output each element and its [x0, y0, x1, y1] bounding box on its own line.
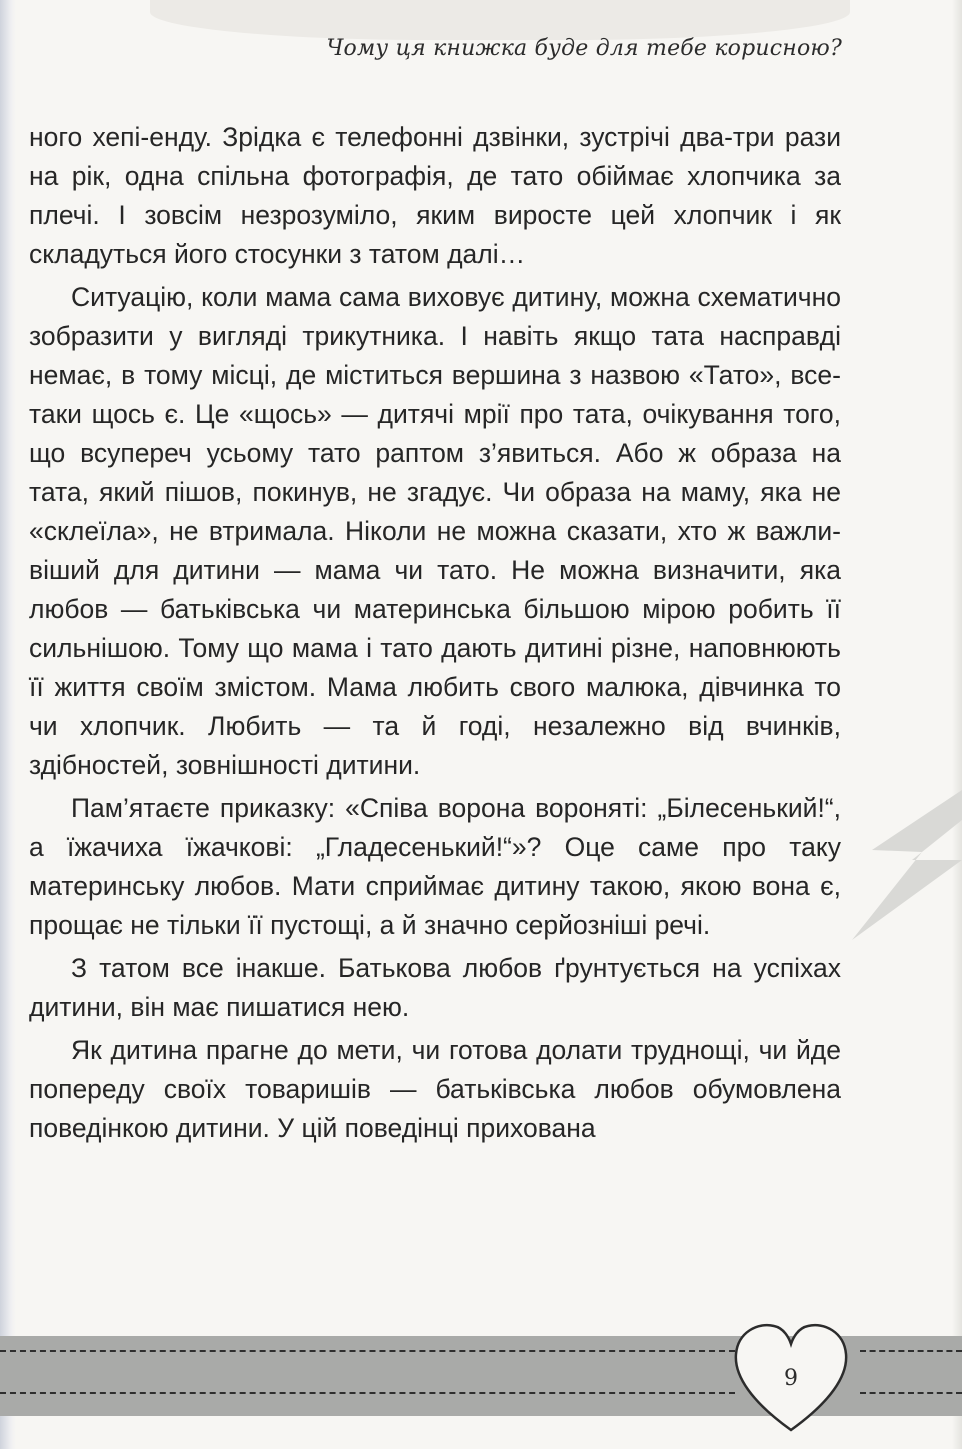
paragraph-1: ного хепі-енду. Зрідка є телефонні дзвінки, зустрічі два-три рази на рік, одна спільна фотографія, де тато обіймає хлопчика за плечі. І зовсім незрозуміло, яким виросте цей хлопчик і як складуться його стосунки з татом далі… — [29, 122, 841, 269]
page-gutter-shadow — [0, 0, 16, 1449]
body-text — [29, 118, 841, 1152]
footer-dashed-line-top — [0, 1350, 735, 1352]
footer-dashed-line-right-top — [860, 1350, 962, 1352]
paragraph-4: З татом все інакше. Батькова любов ґрунтується на успіхах дитини, він має пишатися нею. — [29, 953, 841, 1022]
lightning-decoration-icon — [852, 790, 962, 940]
paragraph-3: Пам’ятаєте приказку: «Співа ворона вороняті: „Білесенький!“, а їжачиха їжачкові: „Гладесенький!“»? Оце саме про таку материнську любов. Мати сприймає дитину такою, якою вона є, прощає не тільки її пустощі, а й значно серйозніші речі. — [29, 793, 841, 940]
decorative-top-shape — [150, 0, 850, 40]
paragraph-2: Ситуацію, коли мама сама виховує дитину, можна схематично зобразити у вигляді трикутника. І навіть якщо тата насправді немає, в тому місці, де міститься вершина з назвою «Тато», все-таки щось є. Це «щось» — дитячі мрії про тата, очікування того, що всупереч усьому тато раптом з’явиться. Або ж образа на тата, який пішов, покинув, не згадує. Чи образа на маму, яка не «склеїла», не втримала. Ніколи не можна сказати, хто ж важливіший для дитини — мама чи тато. Не можна визначити, яка любов — батьківська чи материнська більшою мірою робить її сильнішою. Тому що мама і тато дають дитині різне, наповнюють її життя своїм змістом. Мама любить свого малюка, дівчинка то чи хлопчик. Любить — та й годі, незалежно від вчинків, здібностей, зовнішності дитини. — [29, 282, 841, 780]
paragraph-5: Як дитина прагне до мети, чи готова долати труднощі, чи йде попереду своїх товаришів — батьківська любов обумовлена поведінкою дитини. У цій поведінці прихована — [29, 1035, 841, 1143]
running-header: Чому ця книжка буде для тебе корисною? — [326, 36, 842, 61]
page-edge-shadow — [952, 0, 962, 1449]
footer-dashed-line-bottom — [0, 1392, 735, 1394]
footer-dashed-line-right-bottom — [860, 1392, 962, 1394]
page-number: 9 — [784, 1366, 798, 1391]
